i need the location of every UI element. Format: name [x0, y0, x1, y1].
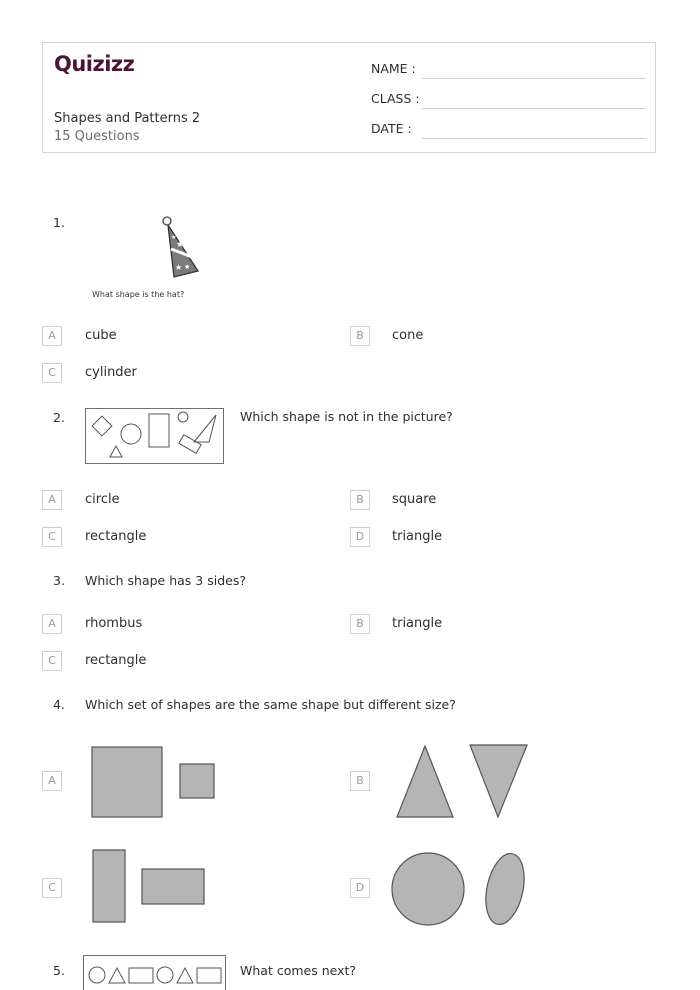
svg-text:★: ★ — [175, 263, 183, 272]
option-letter[interactable]: B — [350, 490, 370, 510]
image-caption: What shape is the hat? — [92, 290, 185, 299]
option-letter[interactable]: D — [350, 527, 370, 547]
option-text[interactable]: triangle — [392, 616, 443, 631]
question-count: 15 Questions — [54, 129, 140, 144]
date-field[interactable] — [422, 138, 646, 139]
option-text[interactable]: cylinder — [85, 365, 137, 380]
option-text[interactable]: cone — [392, 328, 424, 343]
option-text[interactable]: cube — [85, 328, 117, 343]
option-text[interactable]: rectangle — [85, 529, 147, 544]
pattern-image — [83, 955, 226, 990]
two-squares-image[interactable] — [90, 745, 220, 819]
option-letter[interactable]: A — [42, 771, 62, 791]
option-text[interactable]: square — [392, 492, 437, 507]
option-text[interactable]: circle — [85, 492, 120, 507]
option-letter[interactable]: B — [350, 771, 370, 791]
question-number: 2. — [53, 410, 65, 425]
option-letter[interactable]: C — [42, 363, 62, 383]
option-letter[interactable]: A — [42, 326, 62, 346]
question-text: What comes next? — [240, 963, 357, 978]
question-text: Which set of shapes are the same shape but different size? — [85, 697, 456, 712]
shapes-picture — [85, 408, 224, 464]
option-letter[interactable]: C — [42, 527, 62, 547]
svg-text:★: ★ — [184, 263, 191, 271]
two-rectangles-image[interactable] — [92, 849, 208, 925]
date-label: DATE : — [371, 121, 412, 136]
question-text: Which shape has 3 sides? — [85, 573, 246, 588]
question-number: 5. — [53, 963, 65, 978]
svg-text:★: ★ — [171, 234, 177, 241]
option-letter[interactable]: A — [42, 490, 62, 510]
question-text: Which shape is not in the picture? — [240, 409, 453, 424]
question-number: 4. — [53, 697, 65, 712]
quizizz-logo: Quizizz — [54, 52, 135, 76]
wizard-hat-image — [150, 215, 210, 281]
worksheet-title: Shapes and Patterns 2 — [54, 111, 201, 126]
question-number: 1. — [53, 215, 65, 230]
option-letter[interactable]: C — [42, 651, 62, 671]
option-text[interactable]: rectangle — [85, 653, 147, 668]
option-letter[interactable]: A — [42, 614, 62, 634]
option-letter[interactable]: C — [42, 878, 62, 898]
circle-and-oval-image[interactable] — [389, 851, 529, 927]
name-label: NAME : — [371, 61, 416, 76]
option-letter[interactable]: B — [350, 614, 370, 634]
two-triangles-image[interactable] — [395, 743, 531, 819]
option-text[interactable]: rhombus — [85, 616, 143, 631]
question-number: 3. — [53, 573, 65, 588]
class-field[interactable] — [422, 108, 646, 109]
class-label: CLASS : — [371, 91, 420, 106]
svg-text:★: ★ — [176, 240, 185, 250]
option-letter[interactable]: B — [350, 326, 370, 346]
name-field[interactable] — [422, 78, 646, 79]
option-text[interactable]: triangle — [392, 529, 443, 544]
option-letter[interactable]: D — [350, 878, 370, 898]
